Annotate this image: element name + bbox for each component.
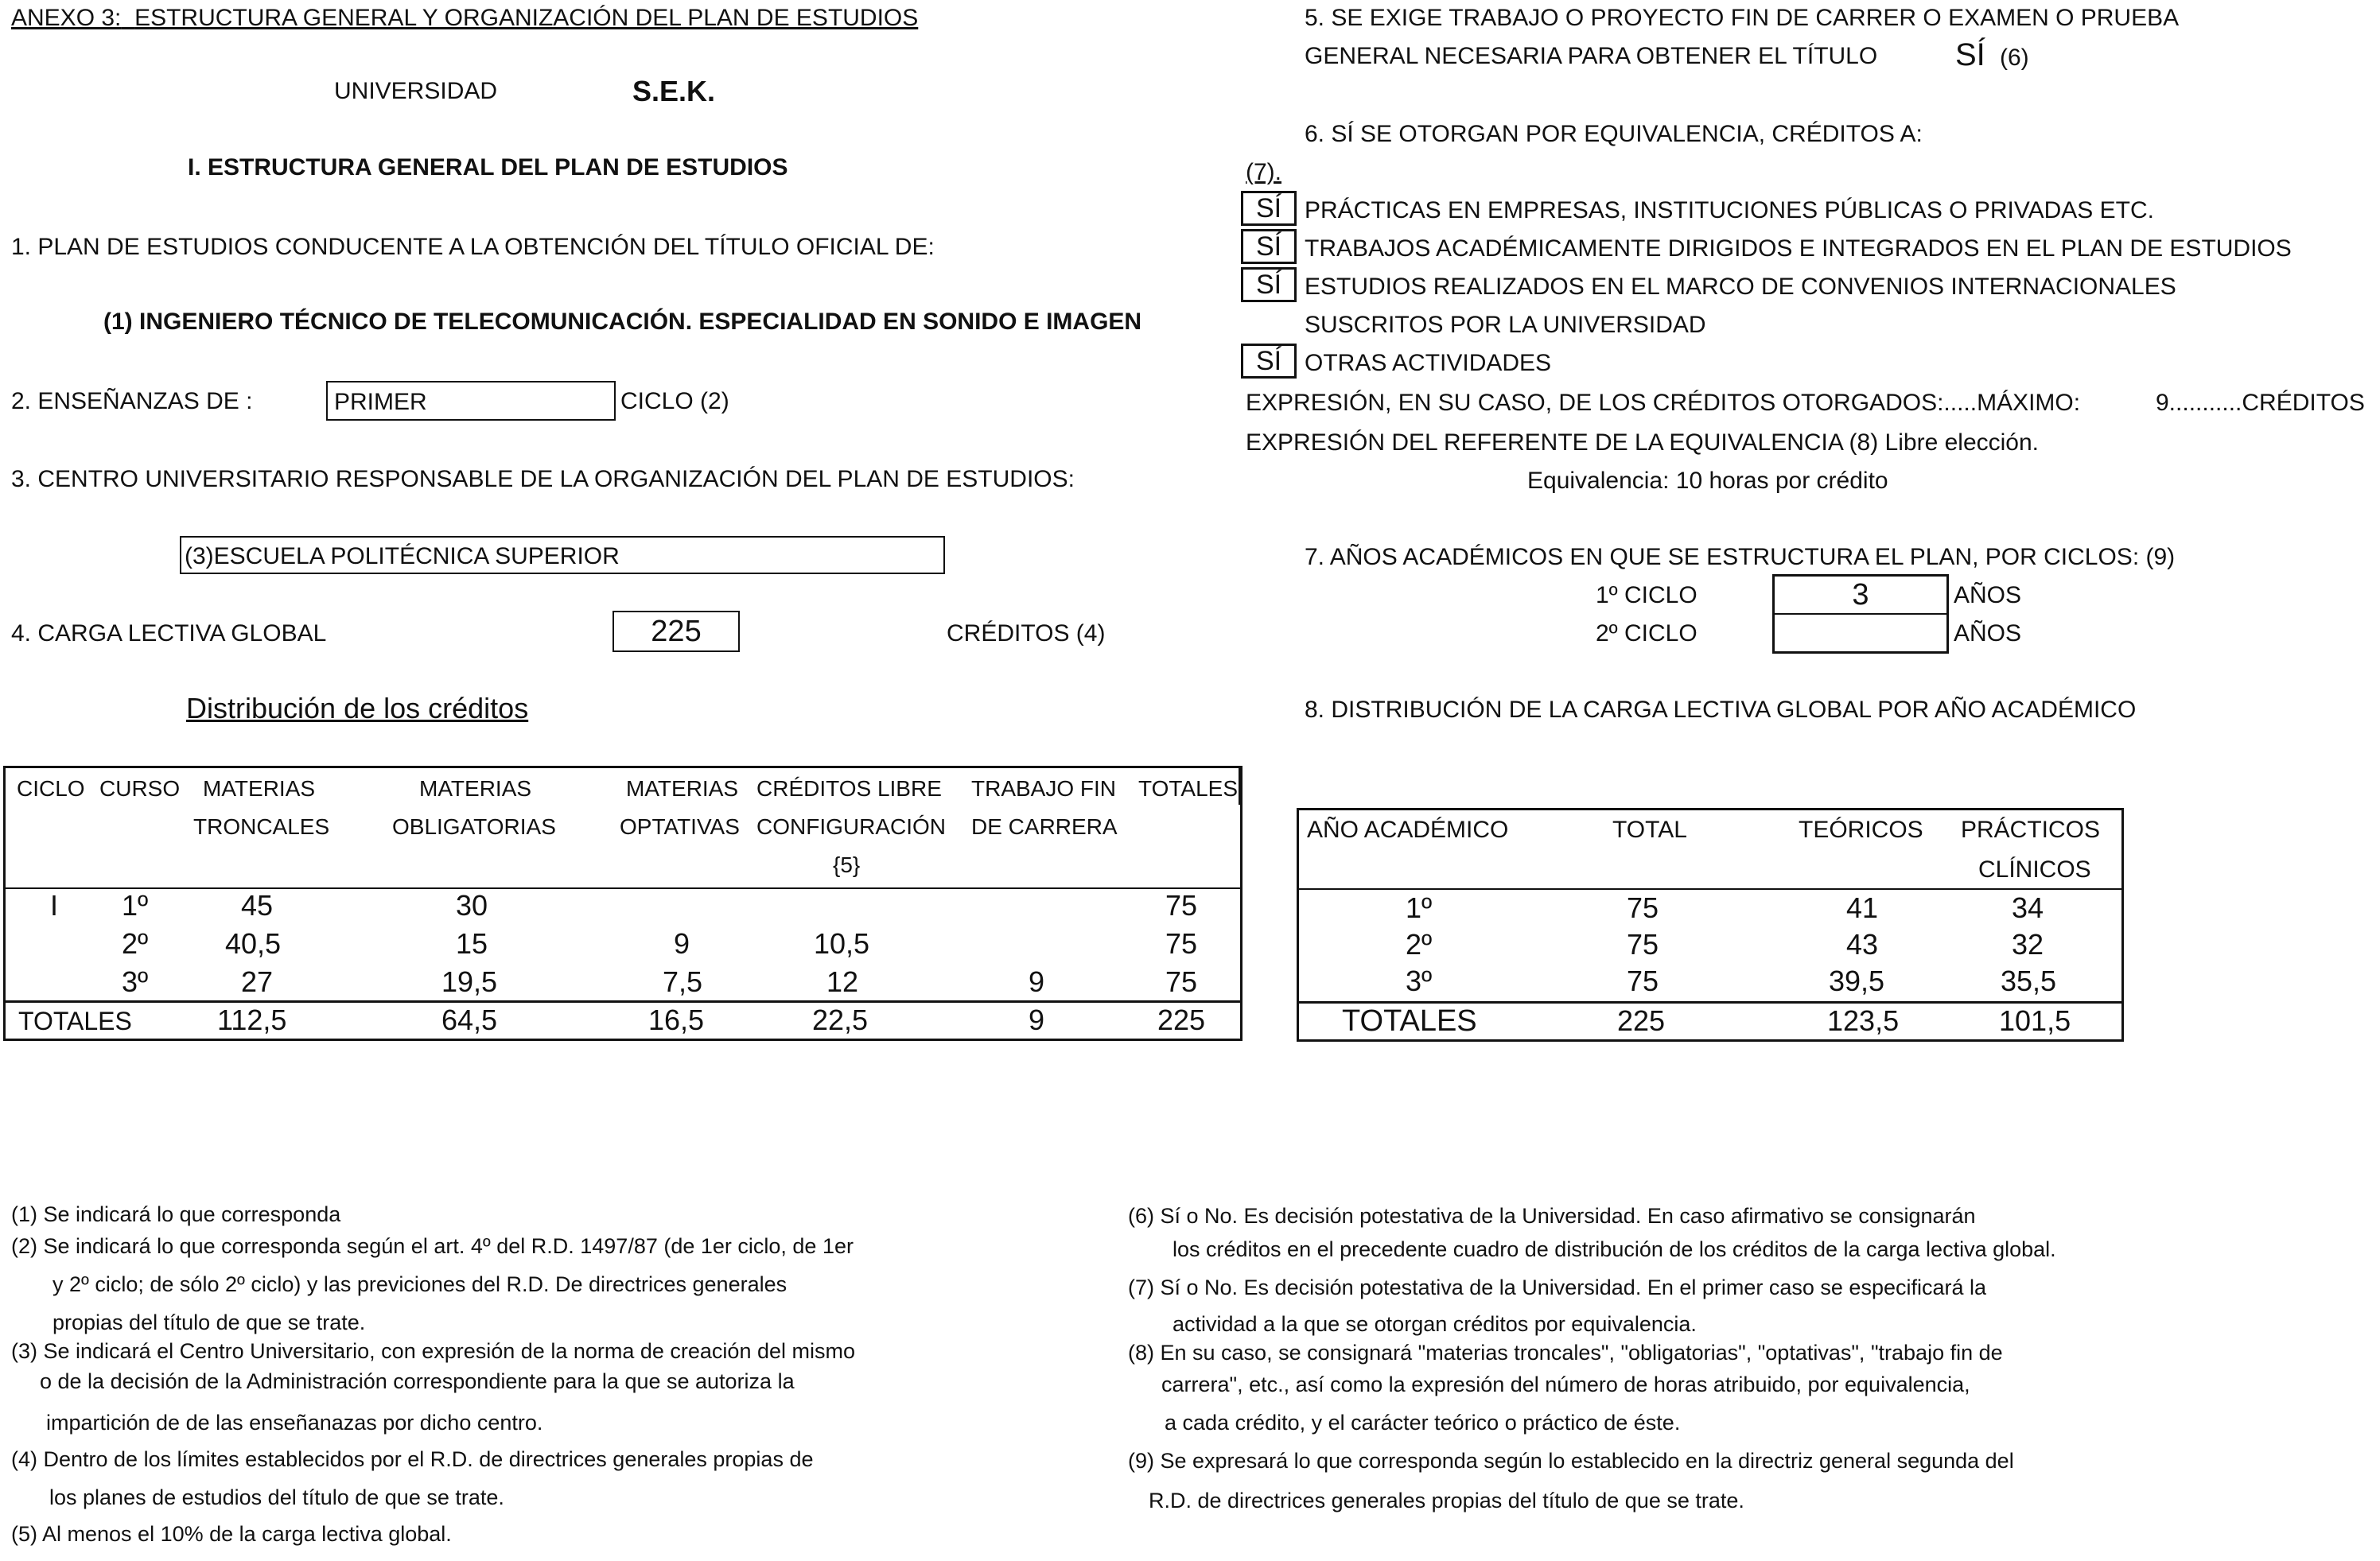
university-label: UNIVERSIDAD (334, 78, 498, 104)
col-libre-1: CRÉDITOS LIBRE (756, 776, 942, 801)
col-practicos-2: CLÍNICOS (1978, 856, 2091, 883)
totals-label: TOTALES (18, 1007, 132, 1035)
totals-divider (1299, 1001, 2121, 1004)
university-name: S.E.K. (632, 75, 716, 107)
total-trabajo: 9 (1029, 1004, 1045, 1036)
totals-label: TOTALES (1342, 1004, 1477, 1038)
equiv-item-3: ESTUDIOS REALIZADOS EN EL MARCO DE CONVENIOS INTERNACIONALES (1305, 274, 2176, 300)
footnote-line: (1) Se indicará lo que corresponda (11, 1202, 341, 1226)
item-3-text: 3. CENTRO UNIVERSITARIO RESPONSABLE DE LA ORGANIZACIÓN DEL PLAN DE ESTUDIOS: (11, 466, 1075, 492)
col-troncales-2: TRONCALES (193, 814, 330, 839)
footnote-line: impartición de de las enseñanazas por dicho centro. (46, 1411, 543, 1435)
cell-libre: 10,5 (814, 927, 870, 960)
col-obligatorias-1: MATERIAS (419, 776, 532, 801)
item-1-text: 1. PLAN DE ESTUDIOS CONDUCENTE A LA OBTENCIÓN DEL TÍTULO OFICIAL DE: (11, 234, 935, 260)
center-box (180, 536, 945, 574)
col-trabajo-2: DE CARRERA (971, 814, 1118, 839)
item-8-text: 8. DISTRIBUCIÓN DE LA CARGA LECTIVA GLOBAL POR AÑO ACADÉMICO (1305, 697, 2137, 723)
footnote-line: (3) Se indicará el Centro Universitario, con expresión de la norma de creación del mismo (11, 1339, 855, 1363)
cell-troncales: 27 (241, 965, 274, 998)
cell-obligatorias: 30 (456, 889, 488, 922)
total-total: 225 (1617, 1004, 1666, 1037)
footnote-line: actividad a la que se otorgan créditos por equivalencia. (1172, 1312, 1697, 1336)
footnote-line: los créditos en el precedente cuadro de distribución de los créditos de la carga lectiva global. (1172, 1237, 2056, 1261)
degree-title: (1) INGENIERO TÉCNICO DE TELECOMUNICACIÓN. ESPECIALIDAD EN SONIDO E IMAGEN (103, 309, 1142, 335)
years-divider (1775, 613, 1946, 615)
footnote-line: (8) En su caso, se consignará "materias troncales", "obligatorias", "optativas", "trabajo fin de (1128, 1341, 2003, 1365)
footnote-line: (9) Se expresará lo que corresponda según lo establecido en la directriz general segunda del (1128, 1449, 2014, 1473)
cell-obligatorias: 15 (456, 927, 488, 960)
equiv-checkbox-3: SÍ (1241, 267, 1297, 302)
cell-teoricos: 39,5 (1829, 965, 1885, 997)
footnote-line: los planes de estudios del título de que se trate. (49, 1485, 504, 1509)
footnote-line: (6) Sí o No. Es decisión potestativa de la Universidad. En caso afirmativo se consignarán (1128, 1204, 1976, 1228)
col-ciclo: CICLO (17, 776, 85, 801)
footnote-line: (2) Se indicará lo que corresponda según el art. 4º del R.D. 1497/87 (de 1er ciclo, de 1er (11, 1234, 854, 1258)
cell-total: 75 (1627, 891, 1659, 924)
cell-practicos: 32 (2012, 928, 2044, 961)
global-load-value: 225 (651, 615, 702, 648)
col-trabajo-1: TRABAJO FIN (971, 776, 1117, 801)
total-totales: 225 (1157, 1004, 1206, 1036)
center-value: (3)ESCUELA POLITÉCNICA SUPERIOR (185, 543, 620, 569)
footnote-line: R.D. de directrices generales propias del título de que se trate. (1149, 1489, 1744, 1512)
cell-ano: 2º (1406, 928, 1433, 961)
equivalence-note: Equivalencia: 10 horas por crédito (1527, 468, 1888, 494)
col-libre-3: {5} (833, 852, 861, 877)
equiv-item-4: OTRAS ACTIVIDADES (1305, 350, 1552, 376)
header-tick (1239, 768, 1240, 805)
item-7-text: 7. AÑOS ACADÉMICOS EN QUE SE ESTRUCTURA EL PLAN, POR CICLOS: (9) (1305, 544, 2176, 570)
cell-libre: 12 (826, 965, 859, 998)
years-box (1772, 574, 1949, 654)
total-libre: 22,5 (812, 1004, 869, 1036)
cell-curso: 3º (122, 965, 149, 998)
col-practicos-1: PRÁCTICOS (1961, 817, 2101, 843)
cell-trabajo: 9 (1029, 965, 1045, 998)
item-5-line2: GENERAL NECESARIA PARA OBTENER EL TÍTULO (1305, 43, 1878, 69)
expr-referent: EXPRESIÓN DEL REFERENTE DE LA EQUIVALENCIA (8) Libre elección. (1246, 429, 2040, 456)
item-4-suffix: CRÉDITOS (4) (947, 620, 1106, 647)
annex-label: ANEXO 3: ESTRUCTURA GENERAL Y ORGANIZACIÓN DEL PLAN DE ESTUDIOS (11, 5, 919, 31)
item-2-label: 2. ENSEÑANZAS DE : (11, 388, 253, 414)
equiv-checkbox-4: SÍ (1241, 344, 1297, 379)
cell-ano: 1º (1406, 891, 1433, 924)
footnote-line: carrera", etc., así como la expresión del número de horas atribuido, por equivalencia, (1161, 1373, 1970, 1396)
cell-optativas: 9 (674, 927, 690, 960)
col-curso: CURSO (99, 776, 181, 801)
cycle-1-unit: AÑOS (1954, 582, 2022, 608)
col-teoricos: TEÓRICOS (1799, 817, 1923, 843)
col-libre-2: CONFIGURACIÓN (756, 814, 946, 839)
equiv-checkbox-1: SÍ (1241, 191, 1297, 226)
equiv-checkbox-2: SÍ (1241, 229, 1297, 264)
cell-troncales: 40,5 (225, 927, 282, 960)
cell-obligatorias: 19,5 (441, 965, 498, 998)
cycle-2-label: 2º CICLO (1596, 620, 1698, 647)
cell-teoricos: 41 (1846, 891, 1879, 924)
distribution-title: Distribución de los créditos (186, 692, 529, 724)
equiv-item-1: PRÁCTICAS EN EMPRESAS, INSTITUCIONES PÚBLICAS O PRIVADAS ETC. (1305, 197, 2154, 223)
header-divider (6, 887, 1240, 889)
cell-practicos: 35,5 (2001, 965, 2057, 997)
equiv-item-2: TRABAJOS ACADÉMICAMENTE DIRIGIDOS E INTEGRADOS EN EL PLAN DE ESTUDIOS (1305, 235, 2292, 262)
cell-practicos: 34 (2012, 891, 2044, 924)
col-totales: TOTALES (1138, 776, 1239, 801)
col-troncales-1: MATERIAS (203, 776, 316, 801)
global-load-box (612, 611, 740, 652)
item-4-label: 4. CARGA LECTIVA GLOBAL (11, 620, 327, 647)
header-divider (1299, 888, 2121, 890)
annex-title: ESTRUCTURA GENERAL Y ORGANIZACIÓN DEL PLAN DE ESTUDIOS (134, 5, 919, 31)
col-ano: AÑO ACADÉMICO (1307, 817, 1509, 843)
footnote-line: (7) Sí o No. Es decisión potestativa de la Universidad. En el primer caso se especificará la (1128, 1276, 1987, 1299)
cell-totales: 75 (1165, 889, 1198, 922)
item-2-suffix: CICLO (2) (620, 388, 729, 414)
cell-teoricos: 43 (1846, 928, 1879, 961)
item-5-ref: (6) (2000, 45, 2029, 71)
totals-divider (6, 1000, 1240, 1003)
cell-troncales: 45 (241, 889, 274, 922)
col-optativas-1: MATERIAS (626, 776, 739, 801)
cell-curso: 1º (122, 889, 149, 922)
item-5-answer: SÍ (1955, 37, 1985, 72)
col-total: TOTAL (1612, 817, 1687, 843)
section-title: I. ESTRUCTURA GENERAL DEL PLAN DE ESTUDIOS (188, 154, 788, 181)
equiv-item-3-cont: SUSCRITOS POR LA UNIVERSIDAD (1305, 312, 1706, 338)
credits-table (3, 766, 1242, 1041)
cell-optativas: 7,5 (663, 965, 703, 998)
cell-totales: 75 (1165, 965, 1198, 998)
cell-total: 75 (1627, 928, 1659, 961)
cell-total: 75 (1627, 965, 1659, 997)
cycle-1-label: 1º CICLO (1596, 582, 1698, 608)
footnote-line: a cada crédito, y el carácter teórico o práctico de éste. (1165, 1411, 1681, 1435)
total-optativas: 16,5 (648, 1004, 705, 1036)
footnote-line: y 2º ciclo; de sólo 2º ciclo) y las previciones del R.D. De directrices generales (52, 1272, 788, 1296)
cycle-1-value: 3 (1852, 578, 1869, 612)
total-obligatorias: 64,5 (441, 1004, 498, 1036)
cell-totales: 75 (1165, 927, 1198, 960)
item-6-text: 6. SÍ SE OTORGAN POR EQUIVALENCIA, CRÉDITOS A: (1305, 121, 1923, 147)
total-troncales: 112,5 (217, 1004, 287, 1036)
footnote-line: o de la decisión de la Administración correspondiente para la que se autoriza la (40, 1369, 795, 1393)
col-optativas-2: OPTATIVAS (620, 814, 740, 839)
cell-ano: 3º (1406, 965, 1433, 997)
total-practicos: 101,5 (1999, 1004, 2071, 1037)
footnote-line: (5) Al menos el 10% de la carga lectiva global. (11, 1522, 452, 1546)
item-5-line1: 5. SE EXIGE TRABAJO O PROYECTO FIN DE CARRER O EXAMEN O PRUEBA (1305, 5, 2180, 31)
cycle-value: PRIMER (334, 389, 427, 415)
cycle-box (326, 381, 616, 421)
expr-credits: EXPRESIÓN, EN SU CASO, DE LOS CRÉDITOS OTORGADOS:.....MÁXIMO: (1246, 390, 2081, 416)
cycle-2-unit: AÑOS (1954, 620, 2022, 647)
item-6-ref: (7). (1246, 159, 1281, 185)
total-teoricos: 123,5 (1827, 1004, 1900, 1037)
year-table (1297, 808, 2124, 1042)
col-obligatorias-2: OBLIGATORIAS (392, 814, 556, 839)
expr-credits-value: 9...........CRÉDITOS (2156, 390, 2365, 416)
cell-curso: 2º (122, 927, 149, 960)
cell-ciclo: I (50, 889, 59, 922)
footnote-line: (4) Dentro de los límites establecidos por el R.D. de directrices generales propias de (11, 1447, 814, 1471)
footnote-line: propias del título de que se trate. (52, 1311, 366, 1334)
